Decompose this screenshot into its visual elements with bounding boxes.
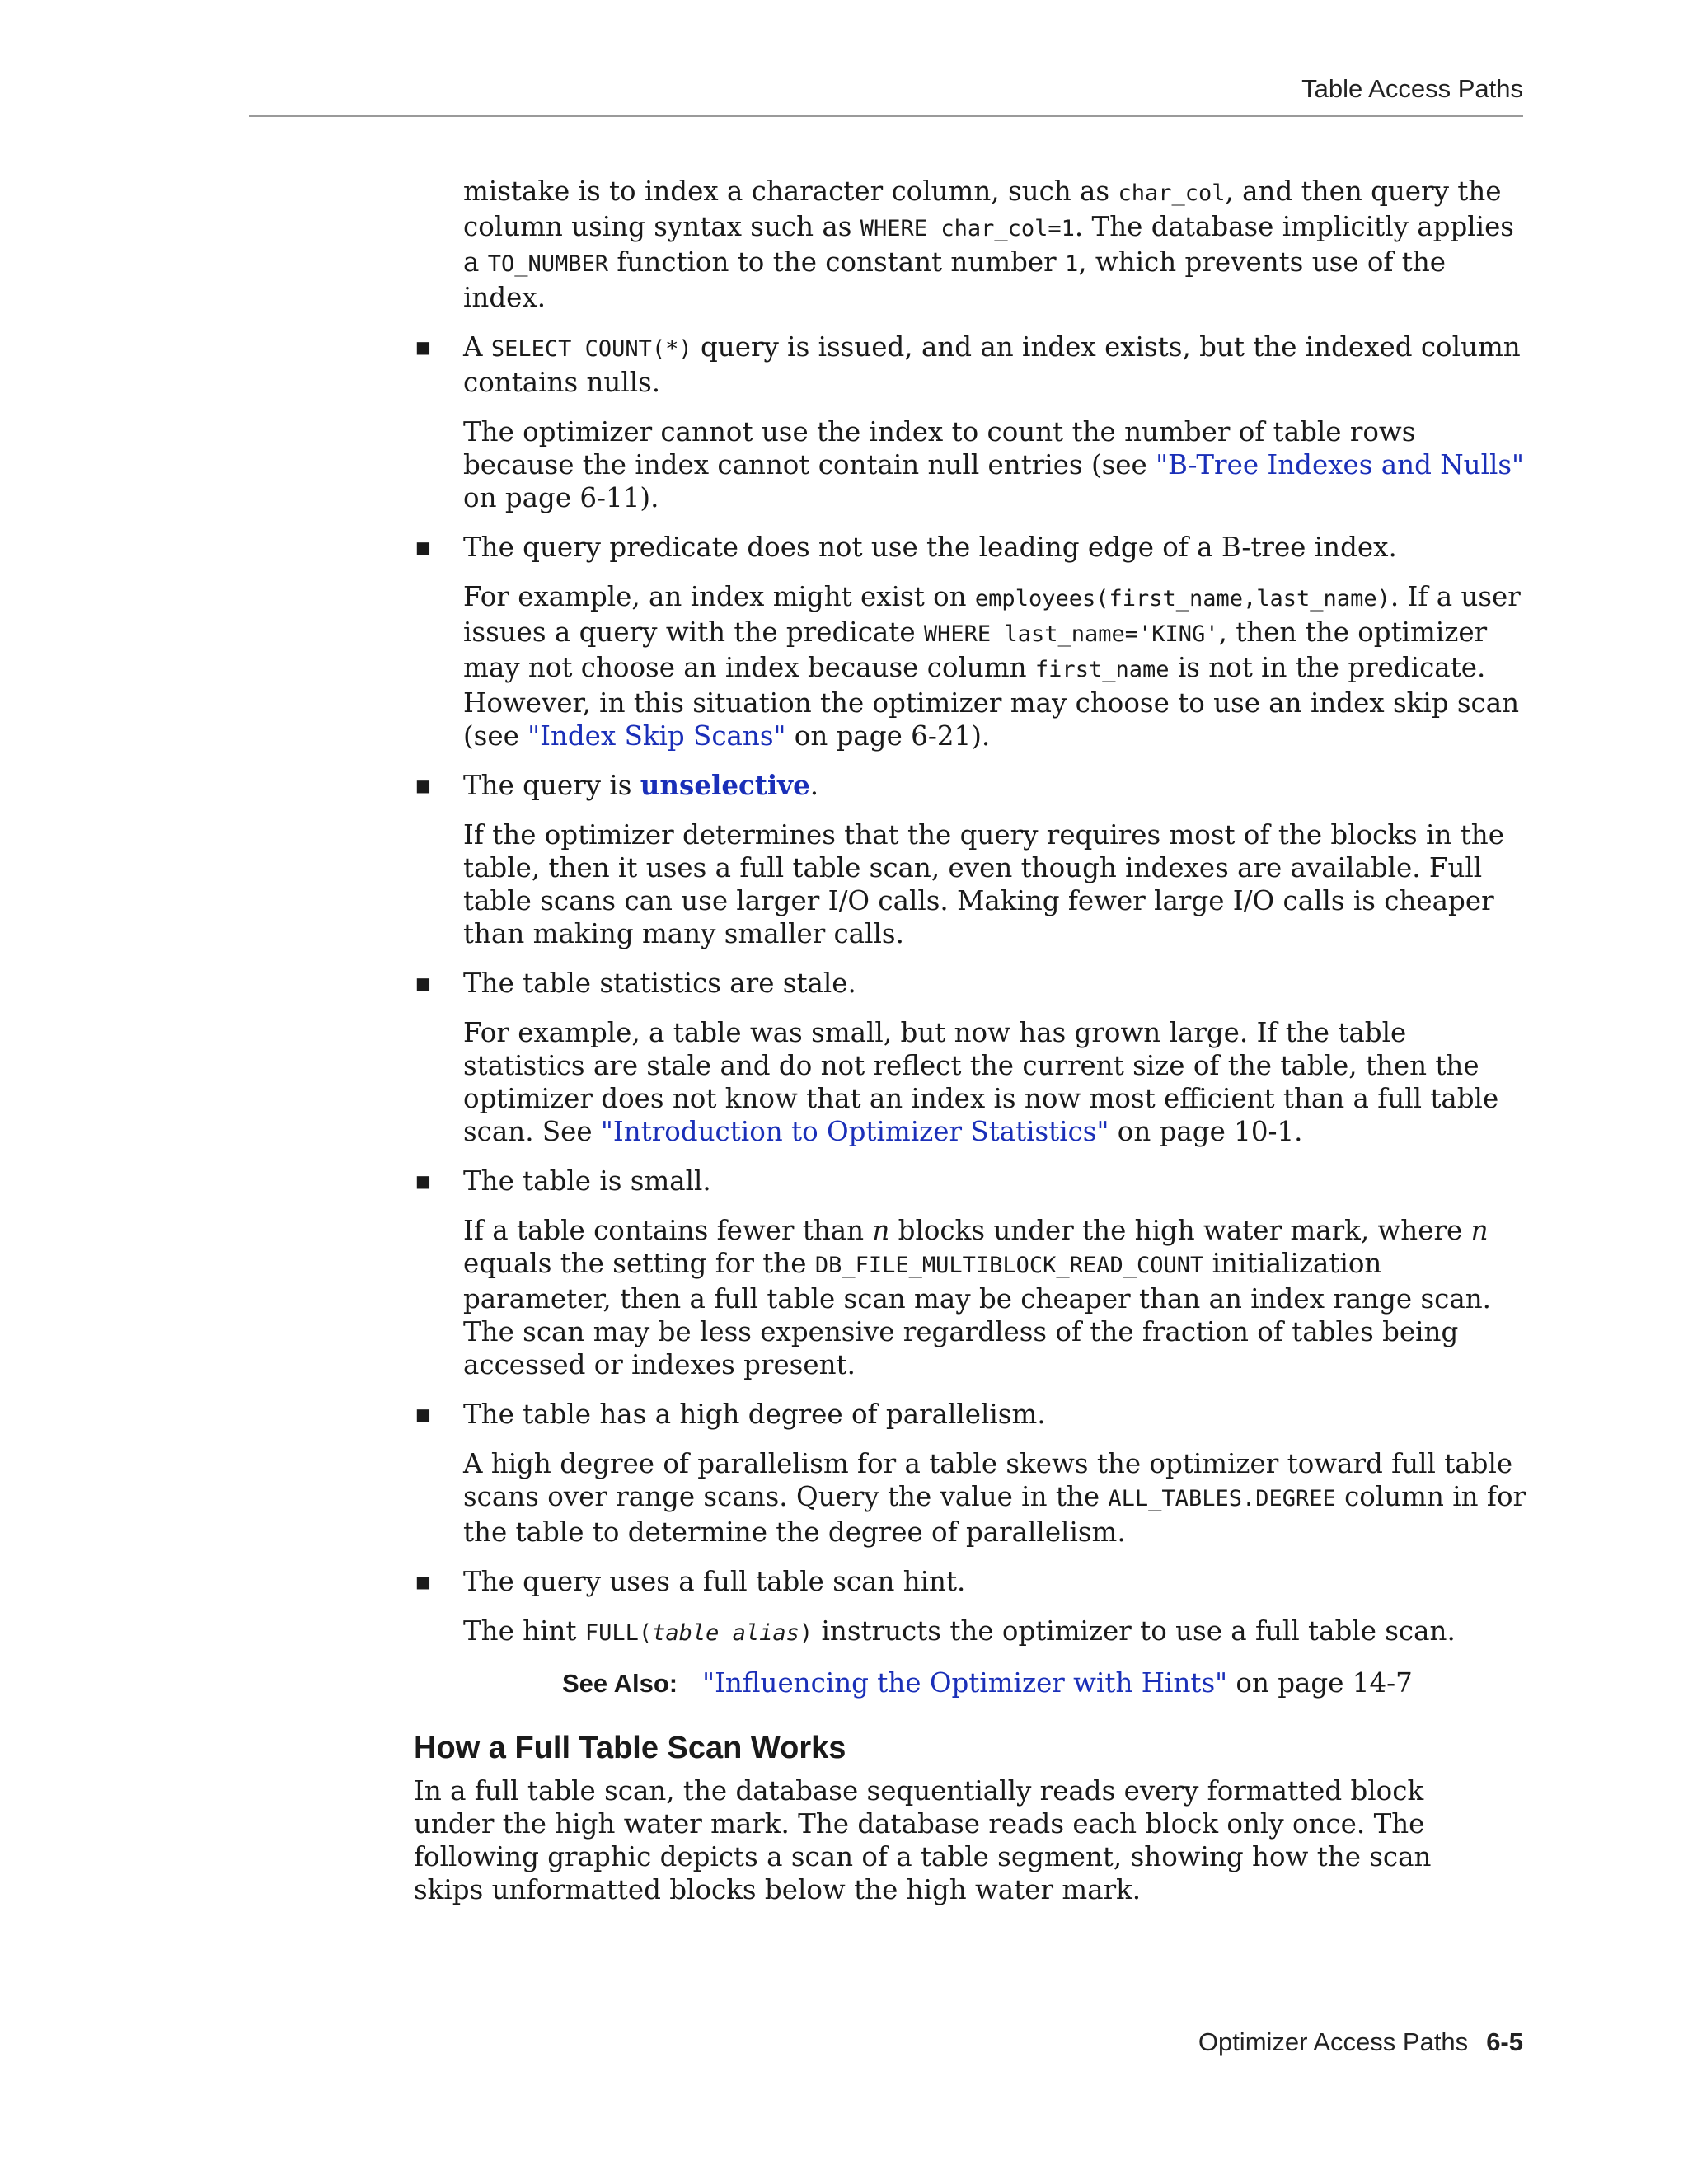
bullet-full-scan-hint-detail: The hint FULL(table alias) instructs the optimizer to use a full table scan. bbox=[463, 1615, 1456, 1647]
link-influencing-optimizer-hints[interactable]: "Influencing the Optimizer with Hints" bbox=[702, 1667, 1228, 1699]
footer-title: Optimizer Access Paths bbox=[1198, 2027, 1469, 2056]
bullet-small-table: ■ The table is small. bbox=[415, 1165, 711, 1197]
page-header-title: Table Access Paths bbox=[1301, 74, 1523, 103]
page-footer bbox=[1198, 2027, 1523, 2057]
bullet-marker: ■ bbox=[415, 1404, 431, 1424]
bullet-unselective: ■ The query is unselective. bbox=[415, 769, 819, 801]
header-rule bbox=[249, 115, 1523, 117]
bullet-stale-statistics-detail: For example, a table was small, but now has grown large. If the table statistics are stale and do not reflect the current size of the table, then the optimizer does not know that an index is now most efficient than a full table scan. See "Introduction to Optimizer Statistics" on page 10-1. bbox=[463, 1017, 1499, 1147]
bullet-marker: ■ bbox=[415, 973, 431, 993]
bullet-marker: ■ bbox=[415, 337, 431, 357]
section-body: In a full table scan, the database sequentially reads every formatted block under the high water mark. The database reads each block only once. The following graphic depicts a scan of a table segment, showing how the scan skips unformatted blocks below the high water mark. bbox=[414, 1775, 1432, 1905]
page-content bbox=[414, 175, 1526, 1906]
link-index-skip-scans[interactable]: "Index Skip Scans" bbox=[528, 720, 786, 752]
intro-paragraph: mistake is to index a character column, such as char_col, and then query the column using syntax such as WHERE char_col=1. The database implicitly applies a TO_NUMBER function to the constant number 1, which prevents use of the index. bbox=[463, 176, 1514, 313]
bullet-stale-statistics: ■ The table statistics are stale. bbox=[415, 968, 856, 999]
bullet-marker: ■ bbox=[415, 1171, 431, 1191]
bullet-parallelism: ■ The table has a high degree of parallelism. bbox=[415, 1399, 1046, 1430]
see-also-note: See Also: "Influencing the Optimizer with Hints" on page 14-7 bbox=[562, 1667, 1413, 1699]
bullet-select-count: ■ A SELECT COUNT(*) query is issued, and an index exists, but the indexed column contains nulls. bbox=[415, 331, 1521, 398]
page-number: 6-5 bbox=[1486, 2027, 1523, 2056]
bullet-unselective-detail: If the optimizer determines that the query requires most of the blocks in the table, then it uses a full table scan, even though indexes are available. Full table scans can use larger I/O calls. Making fewer large I/O calls is cheaper than making many smaller calls. bbox=[463, 819, 1504, 949]
bullet-leading-edge-detail: For example, an index might exist on employees(first_name,last_name). If a user issues a query with the predicate WHERE last_name='KING', then the optimizer may not choose an index because column first_name is not in the predicate. However, in this situation the optimizer may choose to use an index skip scan (see "Index Skip Scans" on page 6-21). bbox=[463, 581, 1521, 752]
bullet-select-count-detail: The optimizer cannot use the index to count the number of table rows because the index cannot contain null entries (see "B-Tree Indexes and Nulls" on page 6-11). bbox=[463, 416, 1524, 513]
glossary-term-unselective[interactable]: unselective bbox=[640, 769, 810, 801]
section-heading: How a Full Table Scan Works bbox=[414, 1731, 846, 1765]
bullet-parallelism-detail: A high degree of parallelism for a table skews the optimizer toward full table scans over range scans. Query the value in the ALL_TABLES.DEGREE column in for the table to determine the degree of parallelism. bbox=[463, 1448, 1526, 1548]
bullet-leading-edge: ■ The query predicate does not use the leading edge of a B-tree index. bbox=[415, 532, 1397, 563]
bullet-marker: ■ bbox=[415, 537, 431, 557]
bullet-marker: ■ bbox=[415, 1572, 431, 1591]
bullet-full-scan-hint: ■ The query uses a full table scan hint. bbox=[415, 1566, 966, 1597]
bullet-small-table-detail: If a table contains fewer than n blocks under the high water mark, where n equals the setting for the DB_FILE_MULTIBLOCK_READ_COUNT initialization parameter, then a full table scan may be cheaper than an index range scan. The scan may be less expensive regardless of the fraction of tables being accessed or indexes present. bbox=[463, 1215, 1491, 1380]
link-intro-optimizer-statistics[interactable]: "Introduction to Optimizer Statistics" bbox=[600, 1116, 1109, 1147]
link-btree-indexes-nulls[interactable]: "B-Tree Indexes and Nulls" bbox=[1156, 449, 1524, 480]
bullet-marker: ■ bbox=[415, 776, 431, 795]
see-also-label: See Also: bbox=[562, 1669, 678, 1698]
